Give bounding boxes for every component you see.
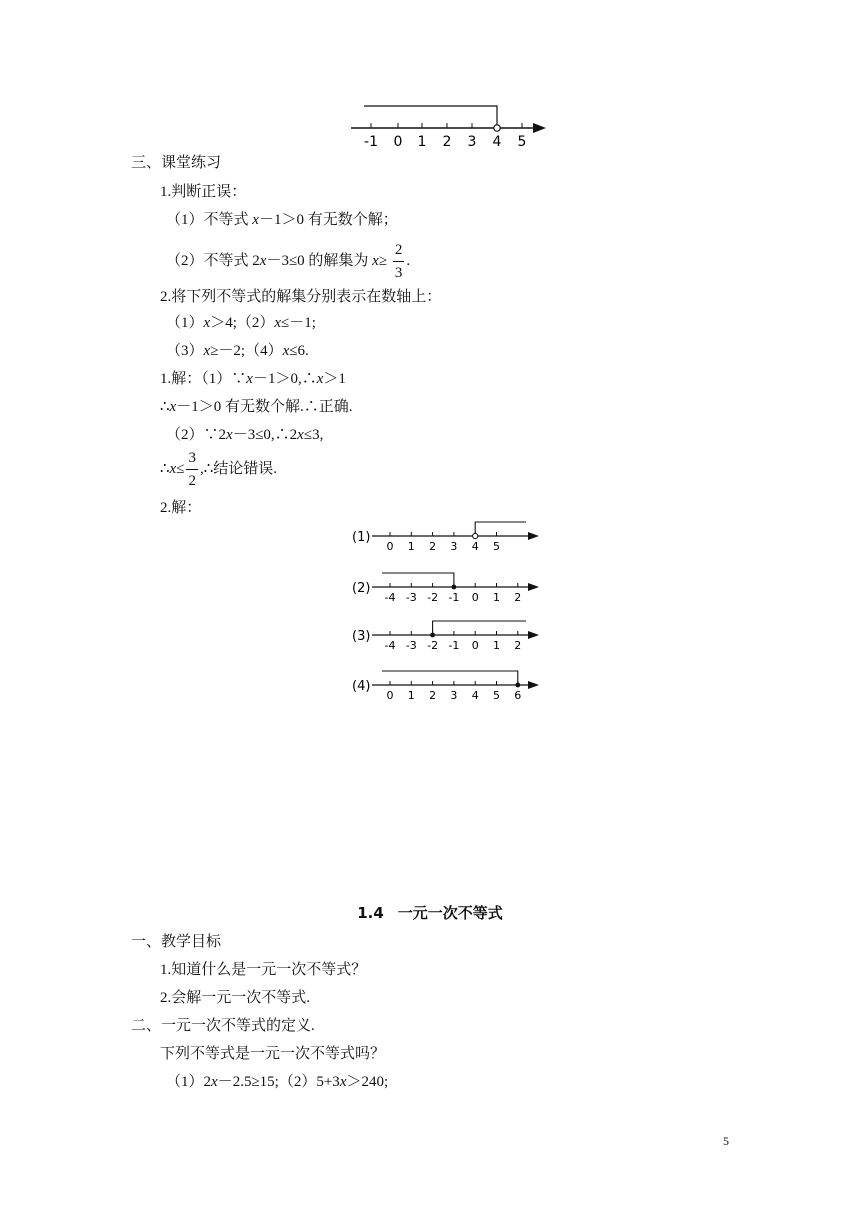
number-line-arrow	[528, 681, 539, 689]
tick-label: 0	[471, 591, 479, 604]
number-line-arrow	[533, 123, 546, 133]
tick-label: -4	[384, 639, 396, 652]
tick-label: -3	[405, 639, 417, 652]
answer-1-line-3: （2）∵2x－3≤0,∴2x≤3,	[166, 427, 324, 443]
objective-item-1: 1.知道什么是一元一次不等式？	[160, 962, 367, 978]
open-endpoint	[494, 125, 500, 131]
tick-label: -1	[448, 591, 460, 604]
number-line-arrow	[528, 583, 539, 591]
tick-label: 0	[386, 540, 394, 553]
closed-endpoint	[515, 683, 520, 688]
answer-1-line-1: 1.解：（1）∵x－1＞0,∴x＞1	[160, 371, 346, 387]
exercise-1-title: 1.判断正误：	[160, 184, 247, 200]
exercise-2-title: 2.将下列不等式的解集分别表示在数轴上：	[160, 289, 442, 305]
number-line-label: (2)	[352, 581, 371, 596]
open-endpoint	[473, 533, 478, 538]
tick-label: 1	[407, 689, 415, 702]
number-line-label: (4)	[352, 679, 371, 694]
tick-label: 3	[467, 134, 477, 150]
number-line-label: (3)	[352, 629, 371, 644]
tick-label: 2	[429, 689, 437, 702]
tick-label: 3	[450, 540, 458, 553]
number-line-arrow	[528, 532, 539, 540]
tick-label: -2	[427, 591, 439, 604]
tick-label: 3	[450, 689, 458, 702]
tick-label: 0	[393, 134, 403, 150]
answer-number-lines	[0, 515, 860, 715]
objective-item-2: 2.会解一元一次不等式.	[160, 990, 311, 1006]
tick-label: 1	[493, 591, 500, 604]
definition-question: 下列不等式是一元一次不等式吗？	[160, 1046, 386, 1062]
exercise-2-items-a: （1）x＞4;（2）x≤－1;	[166, 315, 316, 331]
solution-bracket	[382, 671, 518, 685]
tick-label: -4	[384, 591, 396, 604]
tick-label: 0	[386, 689, 394, 702]
tick-label: 5	[493, 540, 500, 553]
tick-label: 1	[407, 540, 415, 553]
number-line-arrow	[528, 631, 539, 639]
closed-endpoint	[452, 585, 457, 590]
definition-title: 二、一元一次不等式的定义.	[131, 1018, 315, 1034]
solution-bracket	[433, 621, 526, 635]
exercise-2-items-b: （3）x≥－2;（4）x≤6.	[166, 343, 309, 359]
closed-endpoint	[430, 633, 435, 638]
answer-1-line-2: ∴x－1＞0 有无数个解.∴正确.	[160, 399, 353, 415]
tick-label: 1	[417, 134, 427, 150]
tick-label: 4	[471, 689, 479, 702]
tick-label: 2	[514, 591, 522, 604]
tick-label: 2	[429, 540, 437, 553]
top-number-line	[0, 0, 860, 160]
tick-label: -2	[427, 639, 439, 652]
answer-2-title: 2.解：	[160, 500, 202, 516]
tick-label: 6	[514, 689, 522, 702]
fraction: $\frac{2}{3}$	[393, 239, 405, 284]
tick-label: 5	[493, 689, 500, 702]
tick-label: 4	[492, 134, 502, 150]
tick-label: 4	[471, 540, 479, 553]
section-heading: 1.4 一元一次不等式	[357, 904, 503, 922]
tick-label: -1	[448, 639, 460, 652]
tick-label: 1	[493, 639, 500, 652]
solution-bracket	[475, 522, 526, 536]
tick-label: -1	[364, 134, 378, 150]
section-title: 三、课堂练习	[131, 155, 222, 171]
tick-label: 0	[471, 639, 479, 652]
tick-label: 5	[517, 134, 527, 150]
exercise-1-item-2: （2）不等式 2x－3≤0 的解集为 x≥ $\frac{2}{3}$ .	[166, 238, 410, 284]
fraction: $\frac{3}{2}$	[186, 447, 198, 492]
definition-examples: （1）2x－2.5≥15;（2）5+3x＞240;	[166, 1074, 389, 1090]
answer-1-line-4: ∴x≤ $\frac{3}{2}$ ,∴结论错误.	[160, 446, 277, 492]
exercise-1-item-1: （1）不等式 x－1＞0 有无数个解；	[166, 212, 398, 228]
tick-label: -3	[405, 591, 417, 604]
solution-bracket	[382, 573, 454, 587]
solution-bracket	[364, 106, 497, 126]
page-number: 5	[723, 1134, 729, 1148]
tick-label: 2	[514, 639, 522, 652]
tick-label: 2	[442, 134, 452, 150]
objectives-title: 一、教学目标	[131, 934, 222, 950]
number-line-label: (1)	[352, 530, 371, 545]
